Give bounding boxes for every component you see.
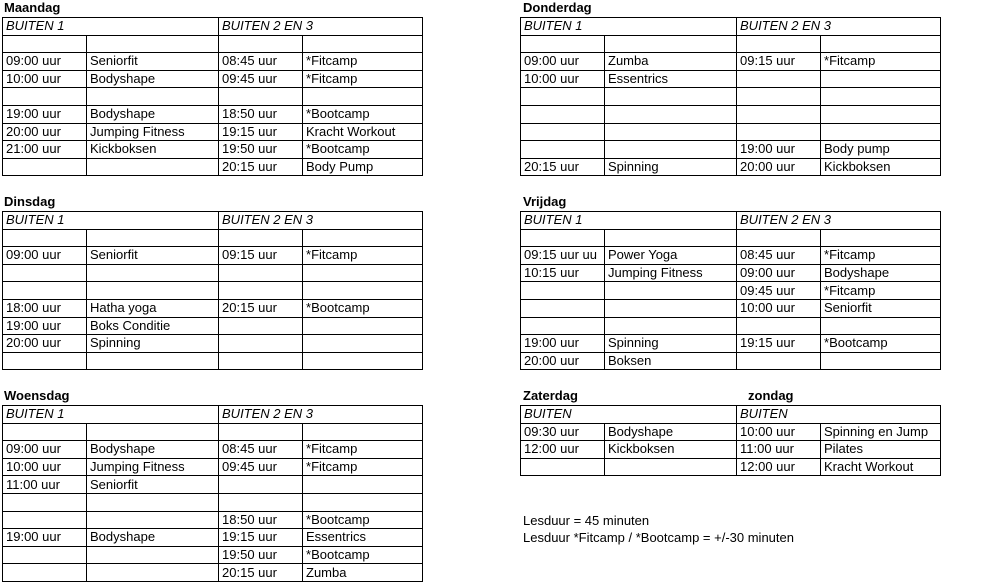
class-cell: Power Yoga [605, 247, 737, 265]
table-row [3, 458, 423, 476]
time-cell [521, 299, 605, 317]
table-row [3, 441, 423, 459]
class-cell: Jumping Fitness [605, 264, 737, 282]
table-row [521, 53, 941, 71]
table-row [3, 264, 423, 282]
time-cell: 20:15 uur [219, 564, 303, 582]
day-title-maandag: Maandag [4, 0, 61, 15]
table-row [521, 423, 941, 441]
class-cell: *Bootcamp [303, 105, 423, 123]
table-row [521, 352, 941, 370]
time-cell: 20:00 uur [3, 123, 87, 141]
class-cell [605, 105, 737, 123]
class-cell [303, 35, 423, 53]
time-cell: 08:45 uur [219, 441, 303, 459]
time-cell [219, 229, 303, 247]
time-cell [521, 35, 605, 53]
class-cell: *Fitcamp [303, 70, 423, 88]
class-cell: Spinning en Jump [821, 423, 941, 441]
time-cell [3, 158, 87, 176]
class-cell: Kracht Workout [303, 123, 423, 141]
time-cell: 09:15 uur [737, 53, 821, 71]
class-cell: Bodyshape [87, 70, 219, 88]
column-header-buiten-2: BUITEN 2 EN 3 [737, 212, 941, 230]
time-cell: 08:45 uur [219, 53, 303, 71]
table-row [3, 141, 423, 159]
time-cell [3, 423, 87, 441]
time-cell: 19:00 uur [521, 335, 605, 353]
table-row [521, 105, 941, 123]
class-cell: Essentrics [605, 70, 737, 88]
time-cell [219, 493, 303, 511]
time-cell [3, 546, 87, 564]
class-cell [87, 546, 219, 564]
table-row [3, 158, 423, 176]
class-cell [821, 70, 941, 88]
class-cell [87, 352, 219, 370]
time-cell [3, 35, 87, 53]
class-cell: *Fitcamp [303, 53, 423, 71]
class-cell: Boksen [605, 352, 737, 370]
class-cell [87, 35, 219, 53]
column-header-buiten-1: BUITEN 1 [521, 18, 737, 36]
class-cell [303, 317, 423, 335]
table-row [3, 529, 423, 547]
table-row [3, 53, 423, 71]
class-cell [605, 229, 737, 247]
column-header-buiten-2: BUITEN 2 EN 3 [219, 212, 423, 230]
column-header-buiten-1: BUITEN 1 [3, 18, 219, 36]
table-row [3, 70, 423, 88]
time-cell [219, 264, 303, 282]
class-cell: Pilates [821, 441, 941, 459]
time-cell: 18:50 uur [219, 105, 303, 123]
table-row [521, 317, 941, 335]
time-cell [219, 423, 303, 441]
time-cell: 19:50 uur [219, 141, 303, 159]
table-row [521, 458, 941, 476]
time-cell [219, 476, 303, 494]
table-row [3, 564, 423, 582]
time-cell: 10:15 uur [521, 264, 605, 282]
day-title-vrijdag: Vrijdag [523, 194, 567, 209]
time-cell: 09:00 uur [3, 441, 87, 459]
column-header-buiten-2: BUITEN 2 EN 3 [737, 18, 941, 36]
header-row [521, 18, 941, 36]
class-cell [303, 264, 423, 282]
class-cell: Zumba [605, 53, 737, 71]
class-cell [303, 352, 423, 370]
table-row [3, 105, 423, 123]
day-title-dinsdag: Dinsdag [4, 194, 56, 209]
class-cell: *Bootcamp [303, 299, 423, 317]
table-row [521, 141, 941, 159]
time-cell: 09:30 uur [521, 423, 605, 441]
time-cell [219, 352, 303, 370]
table-row [3, 423, 423, 441]
day-title-zaterdag: Zaterdag [523, 388, 578, 403]
time-cell [737, 123, 821, 141]
time-cell [521, 105, 605, 123]
time-cell: 10:00 uur [737, 423, 821, 441]
class-cell [87, 511, 219, 529]
class-cell [605, 35, 737, 53]
table-row [3, 352, 423, 370]
class-cell: Seniorfit [87, 476, 219, 494]
class-cell: *Bootcamp [303, 511, 423, 529]
time-cell: 20:15 uur [219, 299, 303, 317]
time-cell [219, 35, 303, 53]
time-cell [3, 564, 87, 582]
class-cell [87, 229, 219, 247]
header-row [3, 406, 423, 424]
table-row [521, 299, 941, 317]
class-cell: *Bootcamp [303, 546, 423, 564]
table-row [521, 247, 941, 265]
table-row [3, 299, 423, 317]
class-cell [87, 493, 219, 511]
time-cell [521, 458, 605, 476]
time-cell [3, 493, 87, 511]
class-cell [605, 141, 737, 159]
time-cell [219, 88, 303, 106]
table-row [3, 493, 423, 511]
time-cell: 18:50 uur [219, 511, 303, 529]
class-cell [605, 299, 737, 317]
class-cell: Kickboksen [87, 141, 219, 159]
time-cell [3, 264, 87, 282]
column-header-buiten-2: BUITEN 2 EN 3 [219, 18, 423, 36]
class-cell [87, 264, 219, 282]
note-lesduur: Lesduur = 45 minuten [523, 513, 650, 528]
time-cell [3, 511, 87, 529]
class-cell: Boks Conditie [87, 317, 219, 335]
time-cell [521, 317, 605, 335]
time-cell: 19:15 uur [219, 123, 303, 141]
class-cell [821, 229, 941, 247]
table-row [521, 441, 941, 459]
time-cell: 19:00 uur [3, 529, 87, 547]
class-cell: Hatha yoga [87, 299, 219, 317]
class-cell: *Fitcamp [303, 458, 423, 476]
table-row [521, 88, 941, 106]
table-row [3, 476, 423, 494]
day-title-woensdag: Woensdag [4, 388, 70, 403]
time-cell: 18:00 uur [3, 299, 87, 317]
table-row [521, 158, 941, 176]
schedule-table-donderdag [520, 17, 941, 176]
table-row [521, 123, 941, 141]
class-cell: *Fitcamp [821, 53, 941, 71]
time-cell: 11:00 uur [737, 441, 821, 459]
day-title-donderdag: Donderdag [523, 0, 592, 15]
time-cell: 09:00 uur [3, 53, 87, 71]
time-cell: 12:00 uur [521, 441, 605, 459]
class-cell: *Fitcamp [303, 247, 423, 265]
class-cell: Bodyshape [605, 423, 737, 441]
table-row [521, 229, 941, 247]
class-cell [821, 35, 941, 53]
time-cell [737, 88, 821, 106]
time-cell: 10:00 uur [3, 70, 87, 88]
time-cell [737, 105, 821, 123]
time-cell [521, 229, 605, 247]
class-cell [605, 123, 737, 141]
class-cell [303, 423, 423, 441]
class-cell: *Fitcamp [303, 441, 423, 459]
time-cell: 09:45 uur [219, 458, 303, 476]
class-cell [303, 335, 423, 353]
time-cell [3, 88, 87, 106]
schedule-table-dinsdag [2, 211, 423, 370]
time-cell: 19:50 uur [219, 546, 303, 564]
time-cell: 09:15 uur [219, 247, 303, 265]
class-cell [605, 88, 737, 106]
time-cell: 10:00 uur [521, 70, 605, 88]
time-cell: 21:00 uur [3, 141, 87, 159]
class-cell: Seniorfit [87, 53, 219, 71]
class-cell: Body pump [821, 141, 941, 159]
schedule-table-weekend [520, 405, 941, 476]
class-cell [821, 105, 941, 123]
time-cell [737, 317, 821, 335]
time-cell [3, 229, 87, 247]
time-cell: 09:00 uur [521, 53, 605, 71]
class-cell: Bodyshape [821, 264, 941, 282]
schedule-table-woensdag [2, 405, 423, 582]
class-cell [303, 476, 423, 494]
time-cell [521, 282, 605, 300]
time-cell: 19:15 uur [219, 529, 303, 547]
column-header-buiten-1: BUITEN 1 [3, 212, 219, 230]
class-cell: Kracht Workout [821, 458, 941, 476]
table-row [3, 335, 423, 353]
table-row [3, 247, 423, 265]
header-row [521, 212, 941, 230]
class-cell: Bodyshape [87, 441, 219, 459]
class-cell [821, 88, 941, 106]
table-row [521, 282, 941, 300]
time-cell: 19:00 uur [3, 317, 87, 335]
time-cell [3, 282, 87, 300]
class-cell: Spinning [605, 158, 737, 176]
day-title-zondag: zondag [748, 388, 794, 403]
header-row [3, 212, 423, 230]
time-cell: 12:00 uur [737, 458, 821, 476]
class-cell: *Fitcamp [821, 282, 941, 300]
column-header-buiten-1: BUITEN 1 [521, 212, 737, 230]
table-row [3, 511, 423, 529]
time-cell: 19:15 uur [737, 335, 821, 353]
class-cell: Jumping Fitness [87, 123, 219, 141]
class-cell [303, 282, 423, 300]
class-cell [605, 458, 737, 476]
class-cell [87, 564, 219, 582]
class-cell: Spinning [605, 335, 737, 353]
class-cell [821, 352, 941, 370]
column-header-buiten-2: BUITEN 2 EN 3 [219, 406, 423, 424]
class-cell: *Fitcamp [821, 247, 941, 265]
class-cell [87, 158, 219, 176]
table-row [521, 70, 941, 88]
time-cell: 20:00 uur [3, 335, 87, 353]
time-cell [219, 335, 303, 353]
table-row [3, 88, 423, 106]
note-lesduur-fitcamp: Lesduur *Fitcamp / *Bootcamp = +/-30 minuten [523, 530, 794, 545]
column-header-buiten-1: BUITEN 1 [3, 406, 219, 424]
table-row [3, 282, 423, 300]
class-cell: Bodyshape [87, 105, 219, 123]
time-cell: 09:00 uur [3, 247, 87, 265]
time-cell: 10:00 uur [737, 299, 821, 317]
time-cell: 20:15 uur [521, 158, 605, 176]
class-cell: Kickboksen [605, 441, 737, 459]
table-row [3, 546, 423, 564]
table-row [3, 35, 423, 53]
class-cell [821, 123, 941, 141]
column-header-buiten-1: BUITEN [521, 406, 737, 424]
table-row [3, 317, 423, 335]
time-cell: 20:00 uur [521, 352, 605, 370]
class-cell [303, 88, 423, 106]
time-cell: 11:00 uur [3, 476, 87, 494]
class-cell: Essentrics [303, 529, 423, 547]
table-row [521, 35, 941, 53]
time-cell: 08:45 uur [737, 247, 821, 265]
time-cell: 09:45 uur [219, 70, 303, 88]
time-cell: 09:00 uur [737, 264, 821, 282]
class-cell: Kickboksen [821, 158, 941, 176]
class-cell [605, 282, 737, 300]
time-cell [3, 352, 87, 370]
class-cell [87, 88, 219, 106]
table-row [3, 123, 423, 141]
time-cell [219, 282, 303, 300]
class-cell [87, 423, 219, 441]
schedule-table-maandag [2, 17, 423, 176]
time-cell [737, 229, 821, 247]
time-cell: 09:45 uur [737, 282, 821, 300]
header-row [3, 18, 423, 36]
time-cell: 20:15 uur [219, 158, 303, 176]
schedule-table-vrijdag [520, 211, 941, 370]
class-cell [87, 282, 219, 300]
time-cell: 10:00 uur [3, 458, 87, 476]
time-cell: 09:15 uur uu [521, 247, 605, 265]
class-cell: Seniorfit [87, 247, 219, 265]
time-cell [737, 352, 821, 370]
time-cell [521, 123, 605, 141]
class-cell: Zumba [303, 564, 423, 582]
class-cell [303, 493, 423, 511]
class-cell [303, 229, 423, 247]
class-cell: Spinning [87, 335, 219, 353]
table-row [3, 229, 423, 247]
time-cell [521, 88, 605, 106]
class-cell: *Bootcamp [821, 335, 941, 353]
time-cell [737, 70, 821, 88]
class-cell: *Bootcamp [303, 141, 423, 159]
time-cell [737, 35, 821, 53]
class-cell [605, 317, 737, 335]
table-row [521, 264, 941, 282]
header-row [521, 406, 941, 424]
class-cell [821, 317, 941, 335]
class-cell: Bodyshape [87, 529, 219, 547]
column-header-buiten-2: BUITEN [737, 406, 941, 424]
time-cell: 19:00 uur [3, 105, 87, 123]
class-cell: Body Pump [303, 158, 423, 176]
class-cell: Jumping Fitness [87, 458, 219, 476]
time-cell: 20:00 uur [737, 158, 821, 176]
time-cell [521, 141, 605, 159]
class-cell: Seniorfit [821, 299, 941, 317]
table-row [521, 335, 941, 353]
time-cell [219, 317, 303, 335]
time-cell: 19:00 uur [737, 141, 821, 159]
